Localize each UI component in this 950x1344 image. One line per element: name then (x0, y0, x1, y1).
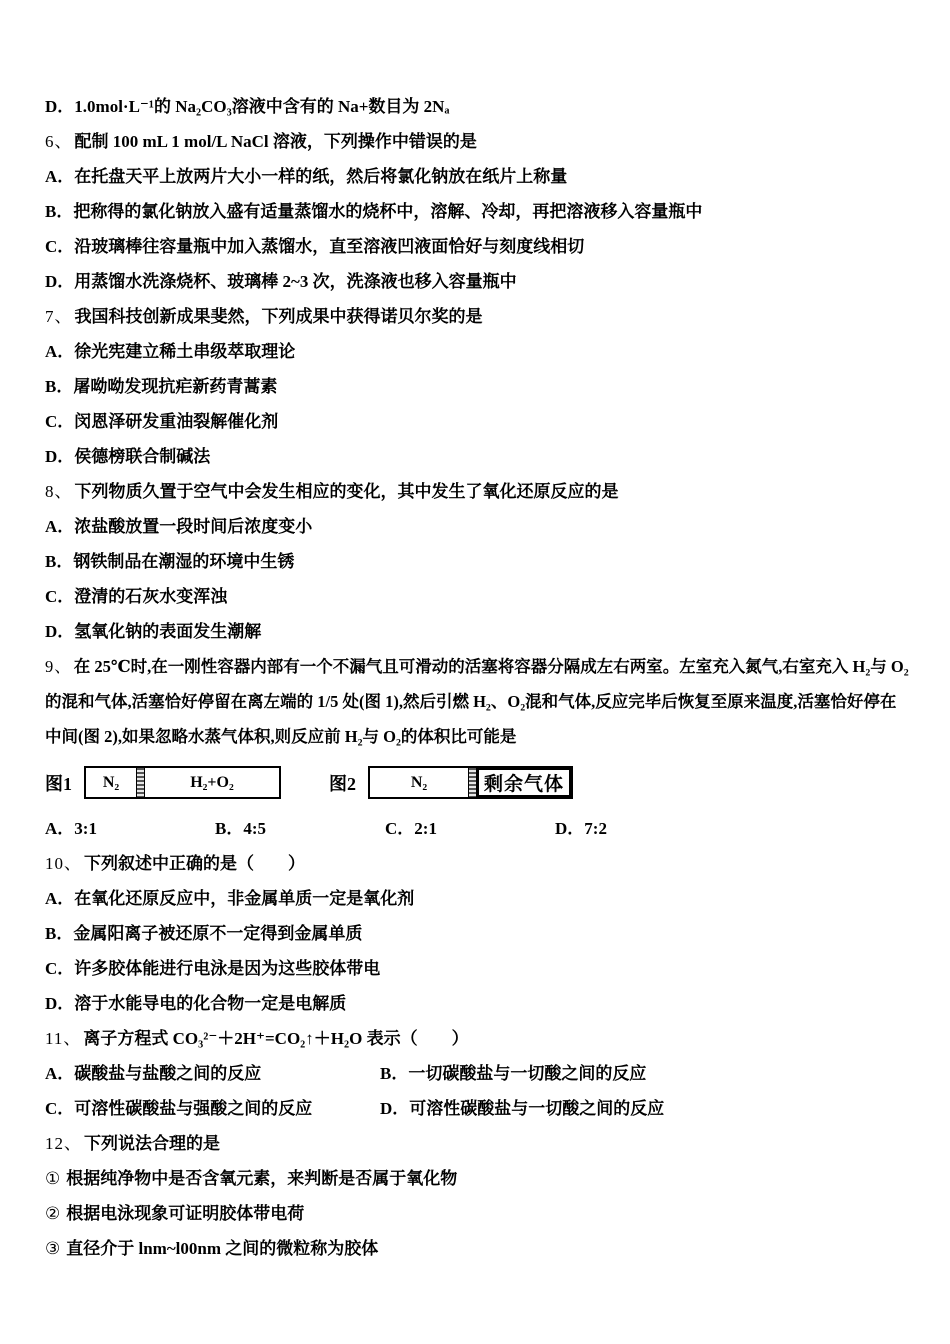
q5-option-d: D．1.0mol·L⁻¹的 Na₂CO₃溶液中含有的 Na+数目为 2Nₐ (45, 97, 450, 116)
q11-options-row2 (45, 1091, 924, 1126)
q9-option-a: A．3:1 (45, 819, 97, 838)
q8-number: 8、 (45, 482, 73, 501)
q12-item-3 (45, 1231, 924, 1266)
q9-option-c: C．2:1 (385, 819, 437, 838)
fig1-right-chamber: H₂+O₂ (190, 773, 234, 791)
q11-option-d: D．可溶性碳酸盐与一切酸之间的反应 (380, 1099, 665, 1118)
q11-option-b: B．一切碳酸盐与一切酸之间的反应 (380, 1064, 647, 1083)
q10-option-d: D．溶于水能导电的化合物一定是电解质 (45, 994, 347, 1013)
q11-options-row1 (45, 1056, 924, 1091)
q12-item-2-marker: ② (45, 1204, 61, 1223)
fig1-label: 图1 (45, 773, 72, 794)
q9-stem-line3: 中间(图 2),如果忽略水蒸气体积,则反应前 H₂与 O₂的体积比可能是 (45, 727, 517, 746)
q6-number: 6、 (45, 132, 73, 151)
q10-option-c: C．许多胶体能进行电泳是因为这些胶体带电 (45, 959, 381, 978)
q10-number: 10、 (45, 854, 82, 873)
fig1-piston (136, 768, 145, 797)
q8-option-d: D．氢氧化钠的表面发生潮解 (45, 622, 262, 641)
q7-option-c: C．闵恩泽研发重油裂解催化剂 (45, 412, 279, 431)
q12-item-1-text: 根据纯净物中是否含氧元素，来判断是否属于氧化物 (66, 1169, 458, 1188)
q9-stem-line2: 的混和气体,活塞恰好停留在离左端的 1/5 处(图 1),然后引燃 H₂、O₂混和气体,反应完毕后恢复至原来温度,活塞恰好停在 (45, 692, 897, 711)
q9-option-d: D．7:2 (555, 819, 607, 838)
q12-item-3-text: 直径介于 lnm~l00nm 之间的微粒称为胶体 (66, 1239, 379, 1258)
q7-number: 7、 (45, 307, 73, 326)
q12-item-2 (45, 1196, 924, 1231)
q12-stem (45, 1126, 924, 1161)
q12-stem-text: 下列说法合理的是 (84, 1134, 220, 1153)
q10-option-b: B．金属阳离子被还原不一定得到金属单质 (45, 924, 363, 943)
q12-item-1-marker: ① (45, 1169, 61, 1188)
q9-stem-text-1: 在 25℃时,在一刚性容器内部有一个不漏气且可滑动的活塞将容器分隔成左右两室。左室充入氮气,右室充入 H₂与 O₂ (73, 657, 909, 676)
q8-option-b: B．钢铁制品在潮湿的环境中生锈 (45, 552, 295, 571)
q6-option-c: C．沿玻璃棒往容量瓶中加入蒸馏水，直至溶液凹液面恰好与刻度线相切 (45, 237, 585, 256)
q8-stem (45, 474, 924, 509)
q6-option-a: A．在托盘天平上放两片大小一样的纸，然后将氯化钠放在纸片上称量 (45, 167, 568, 186)
q12-item-1 (45, 1161, 924, 1196)
fig2-container-diagram (368, 766, 573, 799)
q6-stem (45, 124, 924, 159)
q11-stem (45, 1021, 924, 1056)
q9-figure (45, 754, 924, 811)
q11-option-a: A．碳酸盐与盐酸之间的反应 (45, 1064, 262, 1083)
q12-item-3-marker: ③ (45, 1239, 61, 1258)
q9-options-row (45, 811, 924, 846)
fig2-left-chamber: N₂ (410, 773, 428, 791)
q7-stem-text: 我国科技创新成果斐然，下列成果中获得诺贝尔奖的是 (74, 307, 483, 326)
q8-option-c: C．澄清的石灰水变浑浊 (45, 587, 228, 606)
fig2-piston (468, 768, 477, 797)
q11-option-c: C．可溶性碳酸盐与强酸之间的反应 (45, 1099, 313, 1118)
fig1-left-chamber: N₂ (102, 773, 120, 791)
q11-number: 11、 (45, 1029, 82, 1048)
q8-stem-text: 下列物质久置于空气中会发生相应的变化，其中发生了氧化还原反应的是 (74, 482, 619, 501)
q9-option-b: B．4:5 (215, 819, 266, 838)
q9-number: 9、 (45, 657, 72, 676)
fig2-right-chamber: 剩余气体 (477, 768, 571, 797)
fig2-label: 图2 (329, 773, 356, 794)
q10-option-a: A．在氧化还原反应中，非金属单质一定是氧化剂 (45, 889, 415, 908)
q10-stem-text: 下列叙述中正确的是（ ） (84, 854, 305, 873)
q12-number: 12、 (45, 1134, 82, 1153)
q6-option-b: B．把称得的氯化钠放入盛有适量蒸馏水的烧杯中，溶解、冷却，再把溶液移入容量瓶中 (45, 202, 703, 221)
q6-stem-text: 配制 100 mL 1 mol/L NaCl 溶液，下列操作中错误的是 (74, 132, 477, 151)
q8-option-a: A．浓盐酸放置一段时间后浓度变小 (45, 517, 313, 536)
q12-item-2-text: 根据电泳现象可证明胶体带电荷 (66, 1204, 305, 1223)
q10-stem (45, 846, 924, 881)
q7-stem (45, 299, 924, 334)
q11-stem-text: 离子方程式 CO₃²⁻＋2H⁺=CO₂↑＋H₂O 表示（ ） (83, 1029, 469, 1048)
q6-option-d: D．用蒸馏水洗涤烧杯、玻璃棒 2~3 次，洗涤液也移入容量瓶中 (45, 272, 517, 291)
q7-option-a: A．徐光宪建立稀土串级萃取理论 (45, 342, 296, 361)
q7-option-b: B．屠呦呦发现抗疟新药青蒿素 (45, 377, 278, 396)
q9-stem-line1 (45, 649, 924, 684)
fig1-container-diagram (84, 766, 281, 799)
q7-option-d: D．侯德榜联合制碱法 (45, 447, 211, 466)
